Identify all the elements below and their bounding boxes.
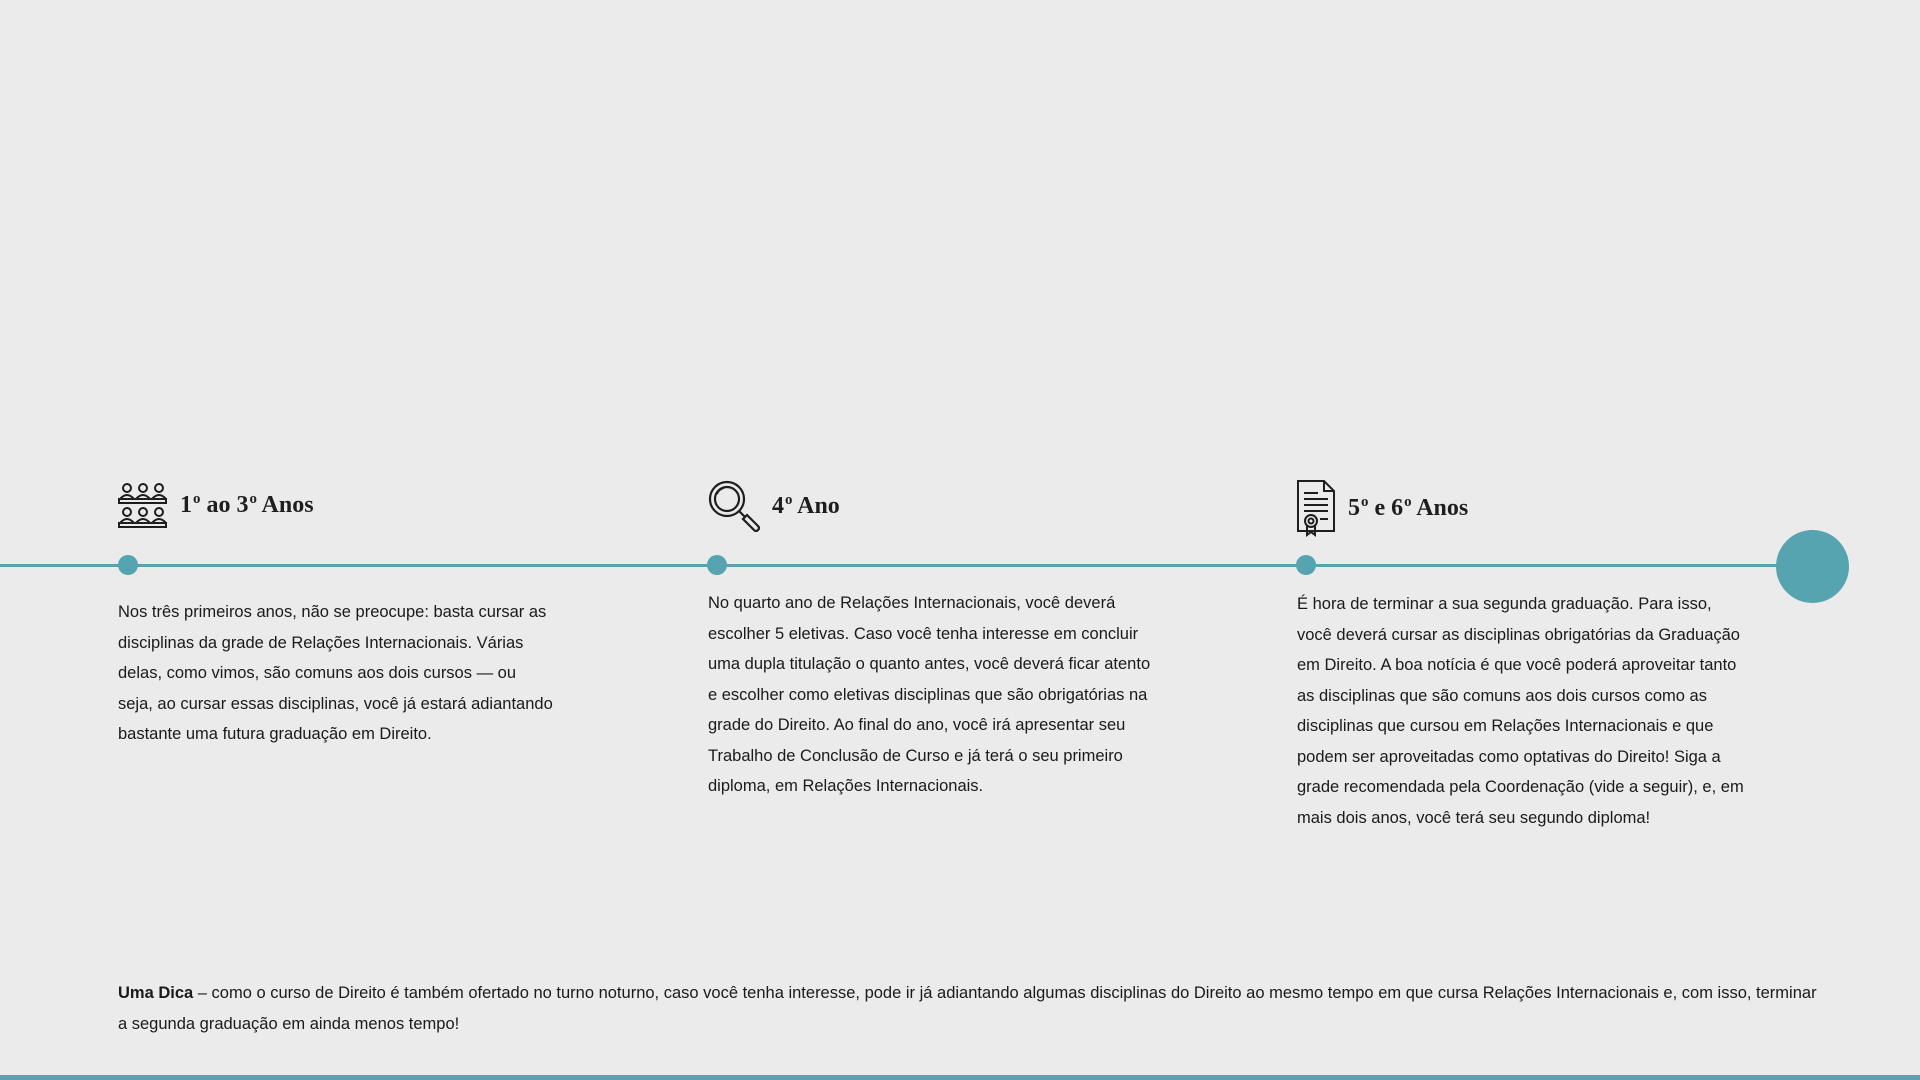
step-1-body: Nos três primeiros anos, não se preocupe: basta cursar as disciplinas da grade de Relações Internacionais. Várias delas, como vimos, são comuns aos dois cursos — ou seja, ao cursar essas disciplinas, você já estará adiantando bastante uma futura graduação em Direito.: [118, 603, 553, 743]
timeline-end-circle: [1776, 530, 1849, 603]
tip-text: – como o curso de Direito é também ofertado no turno noturno, caso você tenha interesse, pode ir já adiantando algumas disciplinas do Direito ao mesmo tempo em que cursa Relações Internacionais e, com isso, terminar a segunda graduação em ainda menos tempo!: [118, 984, 1817, 1033]
tip-label: Uma Dica: [118, 984, 194, 1002]
step-2-header: [708, 480, 840, 532]
bottom-accent-bar: [0, 1075, 1920, 1080]
step-1-title: 1$^o$ ao 3$^o$ Anos: [180, 491, 314, 518]
step-1-header: [118, 480, 314, 530]
tip-paragraph: [118, 978, 1828, 1039]
timeline-dot-3: [1296, 555, 1316, 575]
timeline-dot-1: [118, 555, 138, 575]
step-3-title: 5$^o$ e 6$^o$ Anos: [1348, 494, 1469, 521]
step-3-header: [1296, 479, 1468, 537]
step-3-body: É hora de terminar a sua segunda graduação. Para isso, você deverá cursar as disciplinas obrigatórias da Graduação em Direito. A boa notícia é que você poderá aproveitar tanto as disciplinas que são comuns aos dois cursos como as disciplinas que cursou em Relações Internacionais e que podem ser aproveitadas como optativas do Direito! Siga a grade recomendada pela Coordenação (vide a seguir), e, em mais dois anos, você terá seu segundo diploma!: [1297, 595, 1744, 827]
certificate-icon: [1296, 479, 1336, 537]
timeline-dot-2: [707, 555, 727, 575]
step-2-title: 4$^o$ Ano: [772, 492, 840, 519]
step-2-body: No quarto ano de Relações Internacionais, você deverá escolher 5 eletivas. Caso você tenha interesse em concluir uma dupla titulação o quanto antes, você deverá ficar atento e escolher como eletivas disciplinas que são obrigatórias na grade do Direito. Ao final do ano, você irá apresentar seu Trabalho de Conclusão de Curso e já terá o seu primeiro diploma, em Relações Internacionais.: [708, 594, 1151, 795]
timeline-line: [0, 564, 1810, 567]
students-group-icon: [118, 480, 168, 530]
magnifier-icon: [708, 480, 760, 532]
